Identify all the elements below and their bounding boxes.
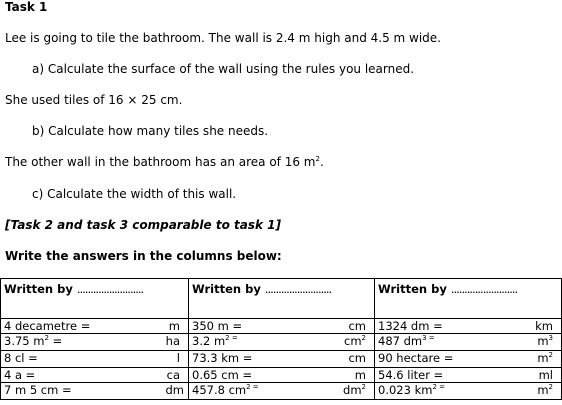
- expression-cell: 4 a =: [1, 368, 163, 383]
- expression-cell: 3.75 $m^2$ =: [1, 334, 163, 351]
- unit-cell: $m^2$: [513, 351, 562, 368]
- expression-cell: 73.3 km =: [189, 351, 317, 368]
- other-wall-end: .: [319, 155, 324, 169]
- question-c: c) Calculate the width of this wall.: [32, 187, 237, 201]
- expression-cell: 90 hectare =: [375, 351, 513, 368]
- header-cell-1: Written by .........................: [1, 279, 189, 319]
- expression-cell: 8 cl =: [1, 351, 163, 368]
- unit-cell: ca: [163, 368, 189, 383]
- other-wall-sup: 2: [315, 155, 320, 163]
- question-b: b) Calculate how many tiles she needs.: [32, 124, 269, 138]
- expression-cell: 350 m =: [189, 319, 317, 334]
- answers-table: [0, 278, 562, 400]
- unit-cell: ml: [513, 368, 562, 383]
- other-wall-main: The other wall in the bathroom has an area of 16 m: [5, 155, 316, 169]
- unit-cell: $dm^2$: [317, 383, 375, 400]
- unit-cell: $cm^2$: [317, 334, 375, 351]
- task-note: [Task 2 and task 3 comparable to task 1]: [5, 218, 281, 232]
- table-row: [1, 319, 562, 334]
- tiles-text: She used tiles of 16 × 25 cm.: [5, 93, 183, 107]
- table-row: [1, 383, 562, 400]
- unit-cell: cm: [317, 319, 375, 334]
- table-header-row: [1, 279, 562, 319]
- expression-cell: 457.8 $cm^{2 =}$: [189, 383, 317, 400]
- expression-cell: 3.2 $m^{2 =}$: [189, 334, 317, 351]
- header-cell-3: Written by .........................: [375, 279, 562, 319]
- unit-cell: m: [317, 368, 375, 383]
- table-row: [1, 368, 562, 383]
- unit-cell: km: [513, 319, 562, 334]
- unit-cell: m: [163, 319, 189, 334]
- unit-cell: l: [163, 351, 189, 368]
- unit-cell: $m^2$: [513, 383, 562, 400]
- task-title: Task 1: [5, 0, 48, 14]
- other-wall-text: [5, 155, 324, 172]
- expression-cell: 487 $dm^{3 =}$: [375, 334, 513, 351]
- expression-cell: 0.65 cm =: [189, 368, 317, 383]
- instruction: Write the answers in the columns below:: [5, 249, 282, 263]
- expression-cell: 1324 dm =: [375, 319, 513, 334]
- expression-cell: 0.023 $km^{2 =}$: [375, 383, 513, 400]
- table-row: [1, 334, 562, 351]
- unit-cell: ha: [163, 334, 189, 351]
- table-row: [1, 351, 562, 368]
- task-intro: Lee is going to tile the bathroom. The wall is 2.4 m high and 4.5 m wide.: [5, 31, 441, 45]
- unit-cell: cm: [317, 351, 375, 368]
- expression-cell: 7 m 5 cm =: [1, 383, 163, 400]
- expression-cell: 4 decametre =: [1, 319, 163, 334]
- question-a: a) Calculate the surface of the wall using the rules you learned.: [32, 62, 415, 76]
- unit-cell: $m^3$: [513, 334, 562, 351]
- header-cell-2: Written by .........................: [189, 279, 375, 319]
- expression-cell: 54.6 liter =: [375, 368, 513, 383]
- unit-cell: dm: [163, 383, 189, 400]
